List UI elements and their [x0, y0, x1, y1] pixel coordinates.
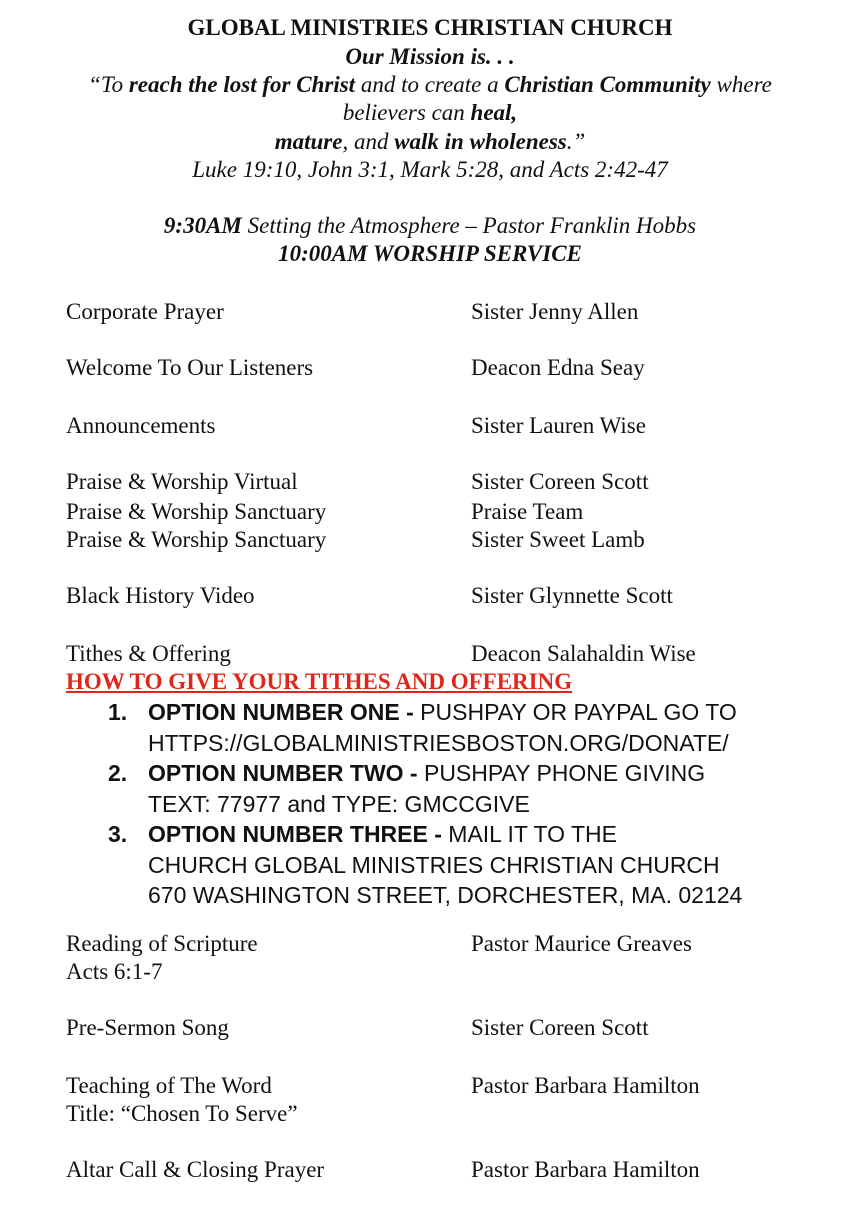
program-person: Pastor Barbara Hamilton — [471, 1073, 700, 1098]
program-item: Teaching of The Word — [66, 1073, 272, 1098]
program-person: Sister Glynnette Scott — [471, 583, 673, 608]
mission-close-quote: .” — [566, 129, 586, 154]
option-label: OPTION NUMBER TWO - — [148, 760, 424, 786]
atmosphere-text: Setting the Atmosphere – Pastor Franklin Hobbs — [241, 213, 697, 238]
atmosphere-line — [0, 212, 860, 240]
program-item: Praise & Worship Sanctuary — [66, 499, 327, 524]
mission-believers: believers can — [342, 100, 471, 125]
program-item: Welcome To Our Listeners — [66, 355, 314, 380]
program-item: Corporate Prayer — [66, 299, 224, 324]
mission-scriptures: Luke 19:10, John 3:1, Mark 5:28, and Acts 2:42-47 — [192, 157, 668, 182]
program-person: Pastor Barbara Hamilton — [471, 1157, 700, 1182]
program-person: Deacon Salahaldin Wise — [471, 641, 696, 666]
program-item: Altar Call & Closing Prayer — [66, 1157, 325, 1182]
mission-reach: reach the lost for Christ — [128, 72, 356, 97]
sermon-title: Title: “Chosen To Serve” — [66, 1101, 298, 1126]
program-item: Announcements — [66, 413, 216, 438]
option-text: MAIL IT TO THE — [448, 821, 617, 847]
program-item-sub: Acts 6:1-7 — [66, 959, 163, 984]
mission-line-2 — [0, 99, 860, 127]
mission-open-quote: “To — [88, 72, 129, 97]
mission-where: where — [710, 72, 772, 97]
giving-option-3 — [108, 819, 617, 849]
church-name: GLOBAL MINISTRIES CHRISTIAN CHURCH — [187, 15, 673, 40]
donate-url: HTTPS://GLOBALMINISTRIESBOSTON.ORG/DONATE/ — [148, 730, 729, 756]
mission-line-1 — [0, 71, 860, 99]
program-item: Praise & Worship Sanctuary — [66, 527, 327, 552]
giving-option-2 — [108, 758, 705, 788]
mission-community: Christian Community — [504, 72, 711, 97]
option-text: PUSHPAY PHONE GIVING — [423, 760, 706, 786]
program-item: Tithes & Offering — [66, 641, 231, 666]
mission-mature: mature — [274, 129, 343, 154]
option-label: OPTION NUMBER THREE - — [148, 821, 449, 847]
program-person: Sister Coreen Scott — [471, 469, 649, 494]
mail-recipient: CHURCH GLOBAL MINISTRIES CHRISTIAN CHURCH — [148, 852, 720, 878]
program-item: Reading of Scripture — [66, 931, 258, 956]
text-giving-instructions: TEXT: 77977 and TYPE: GMCCGIVE — [148, 791, 530, 817]
program-person: Praise Team — [471, 499, 584, 524]
giving-option-1 — [108, 697, 737, 727]
giving-heading: HOW TO GIVE YOUR TITHES AND OFFERING — [66, 669, 573, 694]
mission-wholeness: walk in wholeness — [394, 129, 567, 154]
option-number: 2. — [108, 760, 128, 786]
mail-address: 670 WASHINGTON STREET, DORCHESTER, MA. 02124 — [148, 882, 743, 908]
mission-heal: heal, — [470, 100, 518, 125]
program-item: Pre-Sermon Song — [66, 1015, 229, 1040]
program-person: Sister Jenny Allen — [471, 299, 639, 324]
mission-heading: Our Mission is. . . — [345, 44, 515, 69]
mission-line-3 — [0, 128, 860, 156]
program-item: Praise & Worship Virtual — [66, 469, 298, 494]
program-person: Sister Sweet Lamb — [471, 527, 645, 552]
option-number: 3. — [108, 821, 128, 847]
mission-and-create: and to create a — [355, 72, 505, 97]
program-item: Black History Video — [66, 583, 255, 608]
option-text: PUSHPAY OR PAYPAL GO TO — [420, 699, 737, 725]
option-label: OPTION NUMBER ONE - — [148, 699, 421, 725]
program-person: Sister Coreen Scott — [471, 1015, 649, 1040]
mission-and: , and — [342, 129, 395, 154]
atmosphere-time: 9:30AM — [163, 213, 242, 238]
option-number: 1. — [108, 699, 128, 725]
worship-service-title: 10:00AM WORSHIP SERVICE — [278, 241, 582, 266]
program-person: Pastor Maurice Greaves — [471, 931, 692, 956]
program-person: Sister Lauren Wise — [471, 413, 646, 438]
program-person: Deacon Edna Seay — [471, 355, 645, 380]
